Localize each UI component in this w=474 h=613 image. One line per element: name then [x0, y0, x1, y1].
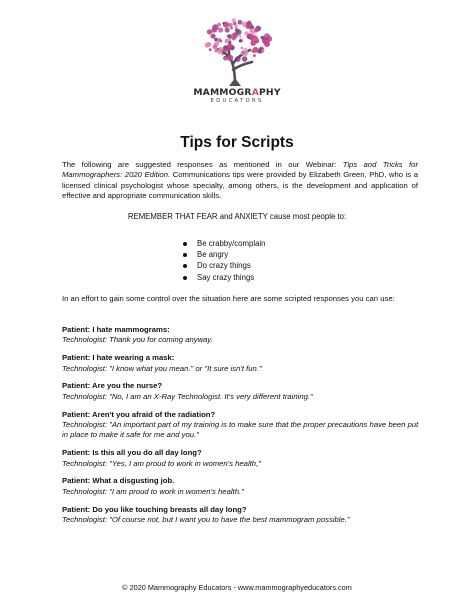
blossom-dot — [222, 53, 225, 56]
mammography-educators-logo — [182, 12, 292, 112]
scripts-list — [62, 325, 422, 533]
technologist-line: Technologist: "Of course not, but I want you to have the best mammogram possible." — [62, 515, 350, 525]
behavior-list-item: Be crabby/complain — [183, 238, 265, 249]
technologist-line: Technologist: "Yes, I am proud to work in women's health," — [62, 458, 261, 468]
script-item — [62, 410, 422, 441]
tree-base — [229, 78, 241, 86]
blossom-dot — [228, 23, 233, 28]
blossom-dot — [227, 55, 233, 61]
blossom-dot — [213, 44, 218, 49]
blossom-dot — [253, 47, 259, 53]
script-item — [62, 381, 422, 402]
intro-paragraph: The following are suggested responses as mentioned in our Webinar: Tips and Tricks for Mammographers: 2020 Edition. Communications tips were provided by Elizabeth Green, PhD, who is a licensed clinical psychologist whose specialty, among others, is the development and application of effective and appropriate communication skills. — [62, 160, 419, 201]
technologist-line: Technologist: "I am proud to work in women's health." — [62, 486, 244, 496]
blossom-dot — [217, 38, 222, 43]
blossom-dot — [235, 56, 241, 62]
blossom-dot — [218, 27, 223, 32]
technologist-line: Technologist: "An important part of my training is to make sure that the proper precautions have been put in place to make it safe for me and you." — [62, 420, 419, 440]
blossom-dot — [223, 22, 225, 24]
blossom-dot — [239, 36, 241, 38]
patient-line: Patient: I hate mammograms: — [62, 325, 170, 334]
logo-subtitle: EDUCATORS — [210, 98, 264, 104]
script-item — [62, 448, 422, 469]
blossom-dot — [239, 39, 242, 42]
patient-line: Patient: Are you the nurse? — [62, 381, 163, 391]
blossom-dot — [217, 50, 222, 55]
blossom-dot — [224, 45, 228, 49]
behavior-list — [183, 238, 265, 283]
blossom-dot — [224, 57, 227, 60]
script-item — [62, 505, 422, 526]
blossom-dot — [230, 27, 233, 30]
blossom-dot — [261, 36, 265, 40]
blossom-dot — [242, 56, 248, 62]
blossom-dot — [238, 20, 243, 25]
blossom-dot — [242, 51, 245, 54]
technologist-line: Technologist: "No, I am an X-Ray Technologist. It's very different training." — [62, 391, 313, 401]
patient-line: Patient: What a disgusting job. — [62, 476, 175, 486]
blossom-dot — [253, 54, 256, 57]
technologist-line: Technologist: Thank you for coming anyway. — [62, 335, 213, 345]
blossom-dot — [205, 43, 210, 48]
script-item — [62, 476, 422, 497]
logo-title: MAMMOGRAPHY — [193, 87, 281, 98]
blossom-dot — [250, 29, 254, 33]
blossom-dot — [207, 29, 212, 34]
blossom-dot — [235, 29, 241, 35]
patient-line: Patient: Is this all you do all day long? — [62, 448, 202, 458]
patient-line: Patient: Do you like touching breasts all day long? — [62, 504, 247, 514]
patient-line: Patient: Aren't you afraid of the radiation? — [62, 409, 216, 419]
blossom-dot — [232, 18, 237, 23]
behavior-list-item: Do crazy things — [183, 260, 265, 271]
page-title: Tips for Scripts — [180, 134, 294, 151]
footer-copyright: © 2020 Mammography Educators - www.mammographyeducators.com — [122, 583, 352, 592]
script-item — [62, 325, 422, 346]
blossom-dot — [254, 28, 259, 33]
blossom-tree-icon — [182, 12, 292, 92]
blossom-dot — [211, 35, 214, 38]
behavior-list-item: Say crazy things — [183, 272, 265, 283]
webinar-title: Tips and Tricks for Mammographers: 2020 Edition. — [62, 160, 419, 180]
patient-line: Patient: I hate wearing a mask: — [62, 353, 175, 363]
blossom-dot — [248, 33, 252, 37]
behavior-list-item: Be angry — [183, 249, 265, 260]
blossom-dot — [225, 27, 230, 32]
script-item — [62, 353, 422, 374]
blossom-dot — [214, 49, 217, 52]
blossom-dot — [229, 38, 232, 41]
technologist-line: Technologist: "I know what you mean." or "It sure isn't fun." — [62, 363, 262, 373]
scripts-lead-paragraph: In an effort to gain some control over the situation here are some scripted responses you can use: — [62, 294, 395, 303]
blossom-dot — [212, 28, 217, 33]
blossom-dot — [234, 24, 238, 28]
remember-line: REMEMBER THAT FEAR and ANXIETY cause most people to: — [127, 212, 347, 221]
blossom-dot — [241, 47, 243, 49]
blossom-dot — [250, 40, 256, 46]
blossom-dot — [266, 42, 269, 45]
logo-title-accent: A — [251, 87, 259, 98]
blossom-dot — [245, 23, 251, 29]
blossom-dot — [209, 48, 212, 51]
